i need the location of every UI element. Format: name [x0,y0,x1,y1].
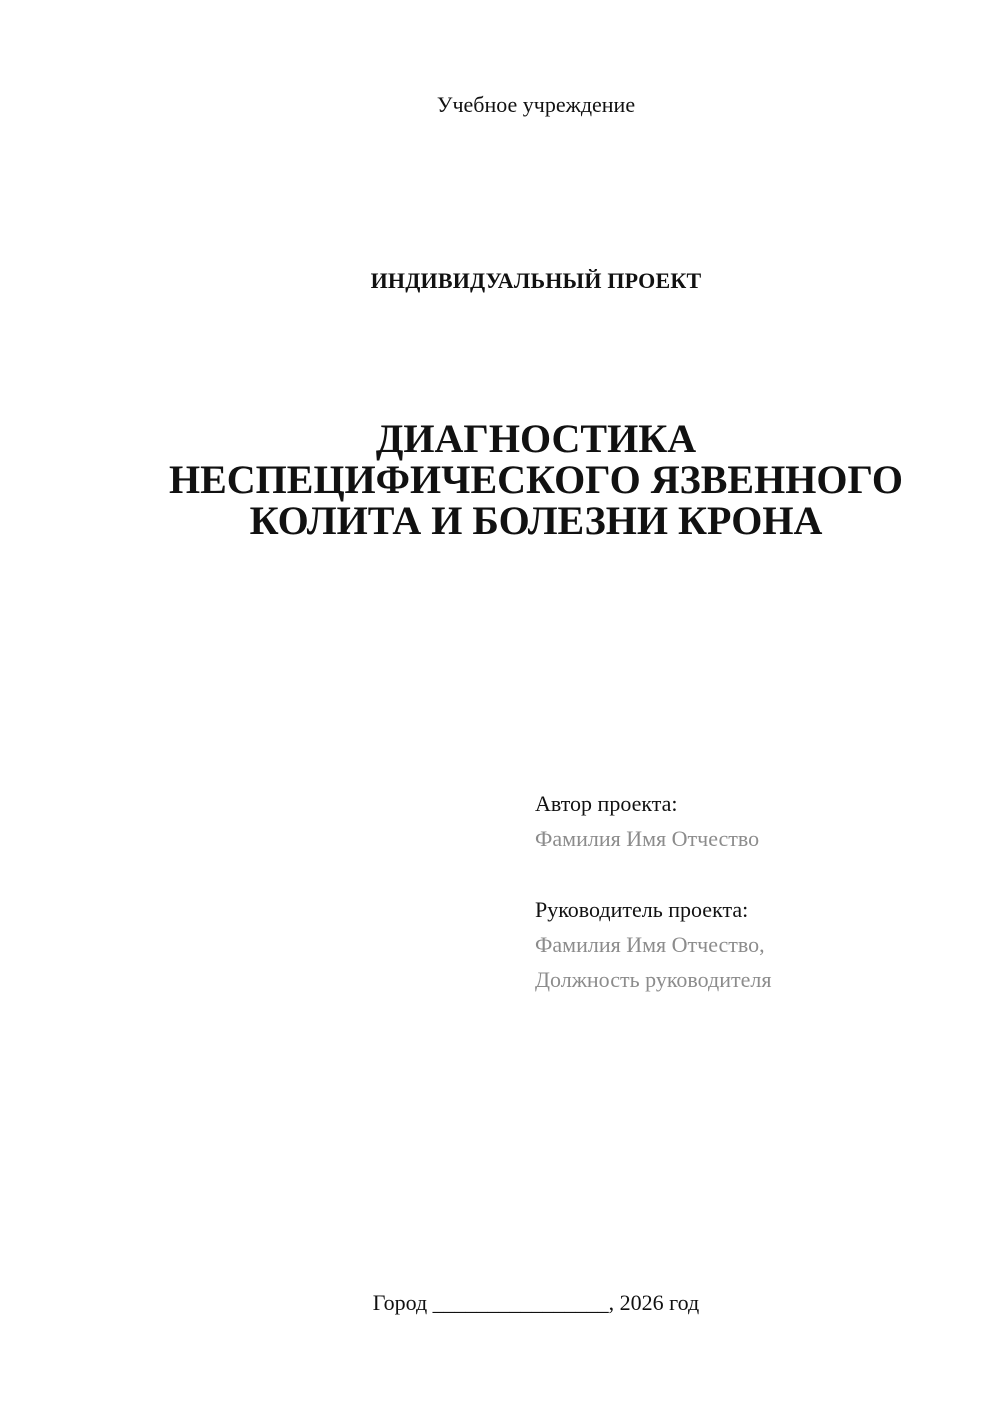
supervisor-block [535,892,975,997]
city-year-footer: Город ________________, 2026 год [372,1290,700,1315]
title-line-3: КОЛИТА И БОЛЕЗНИ КРОНА [249,498,823,543]
author-label: Автор проекта: [535,791,678,816]
author-block [535,786,975,856]
institution-name: Учебное учреждение [436,92,636,117]
supervisor-label: Руководитель проекта: [535,897,749,922]
project-type-heading: ИНДИВИДУАЛЬНЫЙ ПРОЕКТ [370,268,702,293]
author-name: Фамилия Имя Отчество [535,826,760,851]
project-title [86,418,986,541]
supervisor-position: Должность руководителя [535,967,772,992]
title-line-2: НЕСПЕЦИФИЧЕСКОГО ЯЗВЕННОГО [168,457,904,502]
title-line-1: ДИАГНОСТИКА [375,416,697,461]
supervisor-name: Фамилия Имя Отчество, [535,932,765,957]
